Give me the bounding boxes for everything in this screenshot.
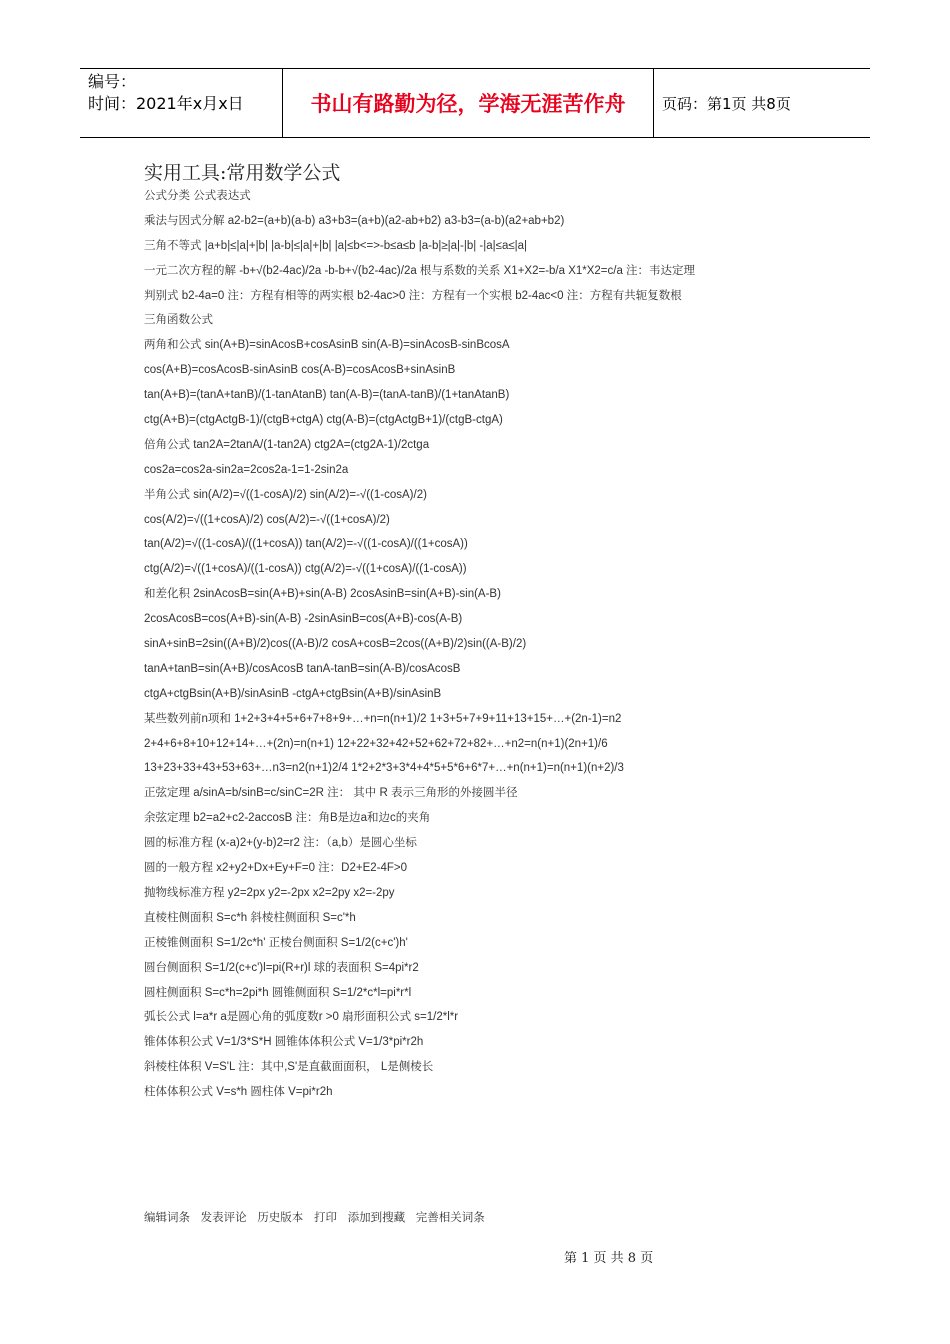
formula-line: sinA+sinB=2sin((A+B)/2)cos((A-B)/2 cosA+cosB=2cos((A+B)/2)sin((A-B)/2) [144,638,527,651]
formula-line: 直棱柱侧面积 S=c*h 斜棱柱侧面积 S=c'*h [144,911,356,924]
header-page-info: 页码：第1页 共8页 [662,95,791,113]
formula-line: ctg(A/2)=√((1+cosA)/((1-cosA)) ctg(A/2)=-√((1+cosA)/((1-cosA)) [144,563,467,576]
formula-line: ctg(A+B)=(ctgActgB-1)/(ctgB+ctgA) ctg(A-B)=(ctgActgB+1)/(ctgB-ctgA) [144,414,503,427]
formula-line: 半角公式 sin(A/2)=√((1-cosA)/2) sin(A/2)=-√((1-cosA)/2) [144,488,427,501]
add-favorite-link[interactable]: 添加到搜藏 [347,1210,406,1224]
page-number: 第 1 页 共 8 页 [564,1251,654,1266]
formula-line: 13+23+33+43+53+63+…n3=n2(n+1)2/4 1*2+2*3+3*4+4*5+5*6+6*7+…+n(n+1)=n(n+1)(n+2)/3 [144,762,624,775]
improve-entry-link[interactable]: 完善相关词条 [415,1210,485,1224]
formula-line: tanA+tanB=sin(A+B)/cosAcosB tanA-tanB=sin(A-B)/cosAcosB [144,662,461,675]
formula-line: tan(A+B)=(tanA+tanB)/(1-tanAtanB) tan(A-B)=(tanA-tanB)/(1+tanAtanB) [144,389,510,402]
formula-line: 正棱锥侧面积 S=1/2c*h' 正棱台侧面积 S=1/2(c+c')h' [144,936,408,949]
formula-line: 2+4+6+8+10+12+14+…+(2n)=n(n+1) 12+22+32+42+52+62+72+82+…+n2=n(n+1)(2n+1)/6 [144,737,608,750]
formula-line: 正弦定理 a/sinA=b/sinB=c/sinC=2R 注： 其中 R 表示三角形的外接圆半径 [144,787,518,800]
document-title: 实用工具:常用数学公式 [144,162,341,184]
formula-line: 三角不等式 |a+b|≤|a|+|b| |a-b|≤|a|+|b| |a|≤b<=>-b≤a≤b |a-b|≥|a|-|b| -|a|≤a≤|a| [144,239,528,252]
formula-line: 2cosAcosB=cos(A+B)-sin(A-B) -2sinAsinB=cos(A+B)-cos(A-B) [144,613,463,626]
formula-line: 圆柱侧面积 S=c*h=2pi*h 圆锥侧面积 S=1/2*c*l=pi*r*l [144,986,412,999]
post-comment-link[interactable]: 发表评论 [200,1210,247,1224]
header-divider [653,69,654,137]
formula-line: 公式分类 公式表达式 [144,190,251,202]
formula-line: 某些数列前n项和 1+2+3+4+5+6+7+8+9+…+n=n(n+1)/2 1+3+5+7+9+11+13+15+…+(2n-1)=n2 [144,712,622,725]
formula-line: 柱体体积公式 V=s*h 圆柱体 V=pi*r2h [144,1086,333,1099]
formula-line: 倍角公式 tan2A=2tanA/(1-tan2A) ctg2A=(ctg2A-1)/2ctga [144,438,430,451]
formula-line: 锥体体积公式 V=1/3*S*H 圆锥体体积公式 V=1/3*pi*r2h [144,1036,424,1049]
formula-line: tan(A/2)=√((1-cosA)/((1+cosA)) tan(A/2)=-√((1-cosA)/((1+cosA)) [144,538,468,551]
formula-line: 圆的一般方程 x2+y2+Dx+Ey+F=0 注：D2+E2-4F>0 [144,862,407,875]
header-motto: 书山有路勤为径，学海无涯苦作舟 [310,92,626,116]
formula-line: ctgA+ctgBsin(A+B)/sinAsinB -ctgA+ctgBsin(A+B)/sinAsinB [144,687,442,700]
formula-line: cos(A+B)=cosAcosB-sinAsinB cos(A-B)=cosAcosB+sinAsinB [144,364,456,377]
formula-line: 判别式 b2-4a=0 注：方程有相等的两实根 b2-4ac>0 注：方程有一个实根 b2-4ac<0 注：方程有共轭复数根 [144,289,682,302]
formula-line: 余弦定理 b2=a2+c2-2accosB 注：角B是边a和边c的夹角 [144,812,431,825]
formula-line: 一元二次方程的解 -b+√(b2-4ac)/2a -b-b+√(b2-4ac)/2a 根与系数的关系 X1+X2=-b/a X1*X2=c/a 注：韦达定理 [144,264,696,277]
formula-line: 斜棱柱体积 V=S'L 注：其中,S'是直截面面积， L是侧棱长 [144,1061,434,1074]
formula-line: 乘法与因式分解 a2-b2=(a+b)(a-b) a3+b3=(a+b)(a2-ab+b2) a3-b3=(a-b)(a2+ab+b2) [144,214,565,227]
print-link[interactable]: 打印 [313,1210,337,1224]
formula-line: 圆台侧面积 S=1/2(c+c')l=pi(R+r)l 球的表面积 S=4pi*r2 [144,961,419,974]
time-label: 时间：2021年x月x日 [88,94,244,113]
number-label: 编号： [88,72,137,91]
header-info-cell [88,71,280,135]
formula-line: 和差化积 2sinAcosB=sin(A+B)+sin(A-B) 2cosAsinB=sin(A+B)-sin(A-B) [144,588,501,601]
formula-line: 弧长公式 l=a*r a是圆心角的弧度数r >0 扇形面积公式 s=1/2*l*r [144,1011,459,1024]
formula-line: 两角和公式 sin(A+B)=sinAcosB+cosAsinB sin(A-B)=sinAcosB-sinBcosA [144,339,510,352]
formula-line: cos(A/2)=√((1+cosA)/2) cos(A/2)=-√((1+cosA)/2) [144,513,390,526]
formula-line: 圆的标准方程 (x-a)2+(y-b)2=r2 注：（a,b）是圆心坐标 [144,837,417,850]
footer-links [144,1209,492,1225]
formula-list [144,186,695,1107]
edit-entry-link[interactable]: 编辑词条 [144,1210,190,1224]
formula-line: 三角函数公式 [144,314,213,327]
history-link[interactable]: 历史版本 [257,1210,304,1224]
formula-line: 抛物线标准方程 y2=2px y2=-2px x2=2py x2=-2py [144,886,395,899]
formula-line: cos2a=cos2a-sin2a=2cos2a-1=1-2sin2a [144,463,349,476]
document-header [80,68,870,138]
